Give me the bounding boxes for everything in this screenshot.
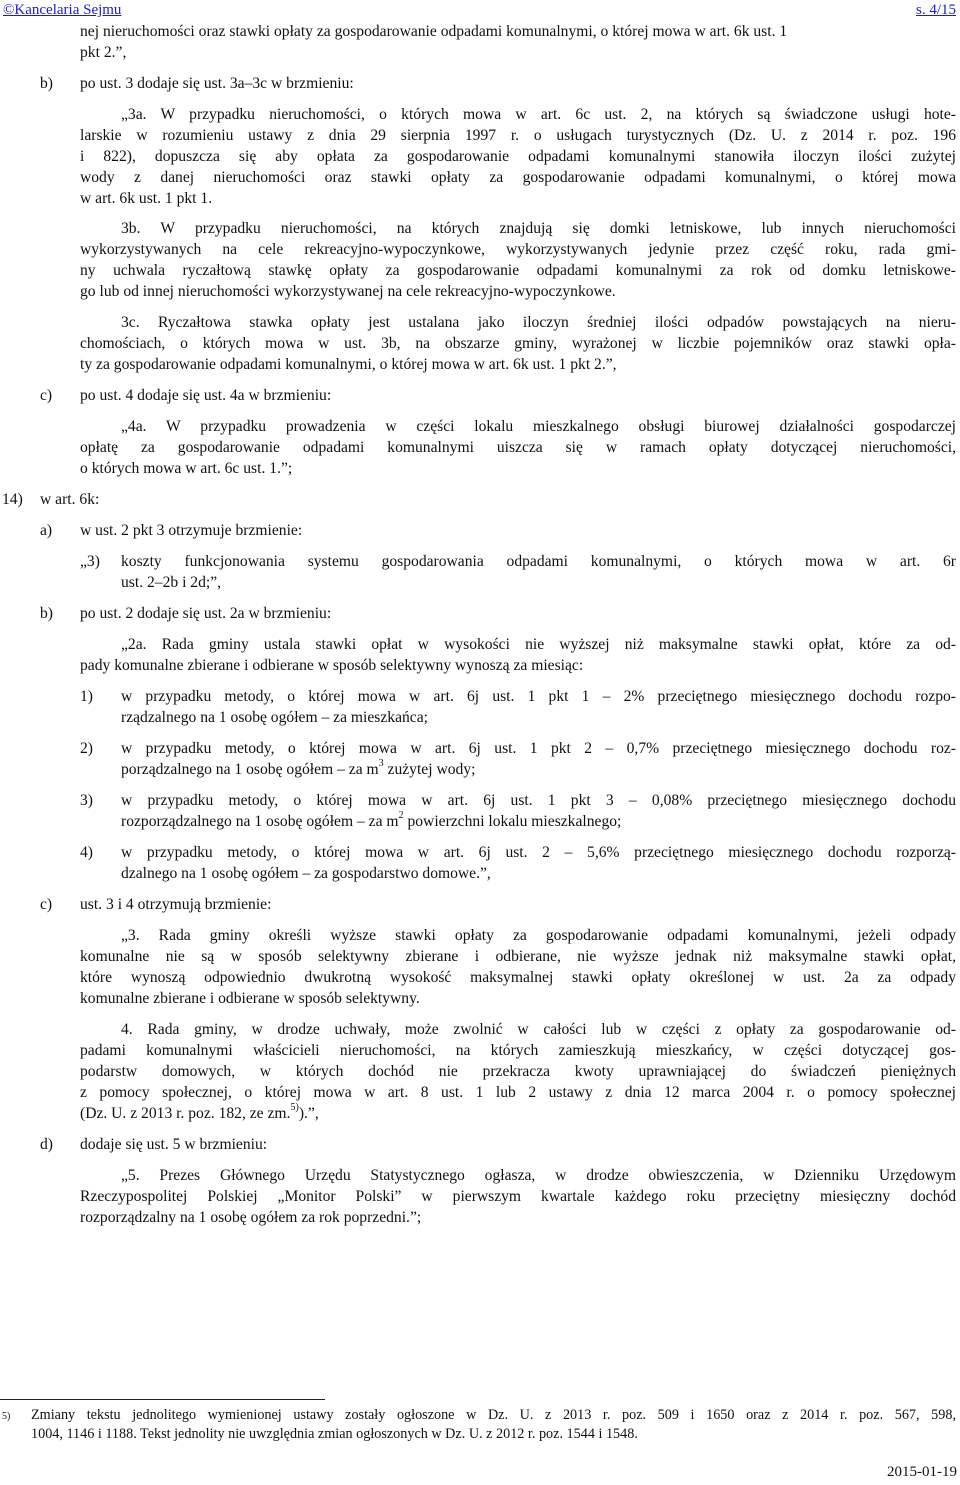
text-line: komunalne zbierane i odbierane w sposób selektywny. xyxy=(80,990,420,1007)
text-line: dzalnego na 1 osobę ogółem – za gospodarstwo domowe.”, xyxy=(121,865,491,882)
list-item-text: po ust. 3 dodaje się ust. 3a–3c w brzmieniu: xyxy=(80,75,354,92)
list-label: „3) xyxy=(80,553,100,570)
text-line: wody z danej nieruchomości oraz stawki opłaty za gospodarowanie odpadami komunalnymi, o której mowa xyxy=(80,169,956,186)
text-line: „3a. W przypadku nieruchomości, o których mowa w art. 6c ust. 2, na których są świadczone usługi hote- xyxy=(121,106,956,123)
text-line: Rzeczypospolitej Polskiej „Monitor Polski” w pierwszym kwartale każdego roku przeciętny miesięczny dochód xyxy=(80,1188,956,1205)
text-line: podarstw domowych, w których dochód nie przekracza kwoty uprawniającej do świadczeń pieniężnych xyxy=(80,1063,956,1080)
text-fragment: (Dz. U. z 2013 r. poz. 182, ze zm. xyxy=(80,1105,291,1122)
footnote-separator xyxy=(0,1399,325,1400)
text-line: i 822), dopuszcza się aby opłata za gospodarowanie odpadami komunalnymi stanowiła iloczyn ilości zużytej xyxy=(80,148,956,165)
list-item-text: w art. 6k: xyxy=(40,491,100,508)
list-item-text: po ust. 2 dodaje się ust. 2a w brzmieniu: xyxy=(80,605,332,622)
text-line: w przypadku metody, o której mowa w art. 6j ust. 1 pkt 3 – 0,08% przeciętnego miesięcznego dochodu xyxy=(121,792,956,809)
text-line: chomościach, o których mowa w ust. 3b, na obszarze gminy, wyrażonej w liczbie pojemników oraz stawki opła- xyxy=(80,335,956,352)
text-line: o których mowa w art. 6c ust. 1.”; xyxy=(80,460,293,477)
superscript: 3 xyxy=(378,757,384,769)
text-line: koszty funkcjonowania systemu gospodarowania odpadami komunalnymi, o których mowa w art. 6r xyxy=(121,553,956,570)
text-fragment: ).”, xyxy=(298,1105,319,1122)
list-item-text: ust. 3 i 4 otrzymują brzmienie: xyxy=(80,896,272,913)
text-line: w przypadku metody, o której mowa w art. 6j ust. 1 pkt 1 – 2% przeciętnego miesięcznego dochodu rozpo- xyxy=(121,688,956,705)
text-line: 3b. W przypadku nieruchomości, na których znajdują się domki letniskowe, lub innych nieruchomości xyxy=(121,220,956,237)
list-item-text: dodaje się ust. 5 w brzmieniu: xyxy=(80,1136,268,1153)
superscript: 2 xyxy=(398,809,404,821)
list-item-text: po ust. 4 dodaje się ust. 4a w brzmieniu: xyxy=(80,387,332,404)
text-line: nej nieruchomości oraz stawki opłaty za gospodarowanie odpadami komunalnymi, o której mowa w art. 6k ust. 1 xyxy=(80,23,788,40)
list-label: 3) xyxy=(80,792,93,809)
text-line: go lub od innej nieruchomości wykorzystywanej na cele rekreacyjno-wypoczynkowe. xyxy=(80,283,616,300)
list-label: b) xyxy=(40,605,53,622)
text-line: rządzalnego na 1 osobę ogółem – za mieszkańca; xyxy=(121,709,428,726)
text-line: 3c. Ryczałtowa stawka opłaty jest ustalana jako iloczyn średniej ilości odpadów powstających na nieru- xyxy=(121,314,956,331)
text-line: „3. Rada gminy określi wyższe stawki opłaty za gospodarowanie odpadami komunalnymi, jeżeli odpady xyxy=(121,927,956,944)
list-label: c) xyxy=(40,896,53,913)
list-item-text: w ust. 2 pkt 3 otrzymuje brzmienie: xyxy=(80,522,303,539)
text-line xyxy=(80,1103,960,1124)
text-line: ny uchwala ryczałtową stawkę opłaty za gospodarowanie odpadami komunalnymi za rok od domku letniskowe- xyxy=(80,262,956,279)
list-label: 4) xyxy=(80,844,93,861)
text-fragment: rozporządzalnego na 1 osobę ogółem – za m xyxy=(121,813,399,830)
footer-date: 2015-01-19 xyxy=(887,1464,957,1480)
list-label: b) xyxy=(40,75,53,92)
text-fragment: zużytej wody; xyxy=(383,761,476,778)
text-line xyxy=(121,811,960,832)
text-line: 4. Rada gminy, w drodze uchwały, może zwolnić w całości lub w części z opłaty za gospodarowanie od- xyxy=(121,1021,956,1038)
footnote-line: 1004, 1146 i 1188. Tekst jednolity nie uwzględnia zmian ogłoszonych w Dz. U. z 2012 r. poz. 1544 i 1548. xyxy=(31,1426,638,1442)
text-line: w przypadku metody, o której mowa w art. 6j ust. 1 pkt 2 – 0,7% przeciętnego miesięcznego dochodu roz- xyxy=(121,740,956,757)
text-fragment: porządzalnego na 1 osobę ogółem – za m xyxy=(121,761,379,778)
text-line: w przypadku metody, o której mowa w art. 6j ust. 2 – 5,6% przeciętnego miesięcznego dochodu rozporzą- xyxy=(121,844,956,861)
text-line: pady komunalne zbierane i odbierane w sposób selektywny wynoszą za miesiąc: xyxy=(80,657,584,674)
list-label: 14) xyxy=(2,491,23,508)
text-line: larskie w rozumieniu ustawy z dnia 29 sierpnia 1997 r. o usługach turystycznych (Dz. U. z 2014 r. poz. 196 xyxy=(80,127,956,144)
text-line: ust. 2–2b i 2d;”, xyxy=(121,574,222,591)
list-label: d) xyxy=(40,1136,53,1153)
text-line: rozporządzalny na 1 osobę ogółem za rok poprzedni.”; xyxy=(80,1209,422,1226)
text-line: „5. Prezes Głównego Urzędu Statystycznego ogłasza, w drodze obwieszczenia, w Dzienniku Urzędowym xyxy=(121,1167,956,1184)
page-number-link[interactable]: s. 4/15 xyxy=(915,2,956,18)
text-line: z pomocy społecznej, o której mowa w art. 8 ust. 1 lub 2 ustawy z dnia 12 marca 2004 r. o pomocy społecznej xyxy=(80,1084,956,1101)
footnote-ref[interactable]: 5) xyxy=(290,1101,299,1113)
list-label: 1) xyxy=(80,688,93,705)
text-line: wykorzystywanych na cele rekreacyjno-wypoczynkowe, wykorzystywanych jedynie przez część roku, rada gmi- xyxy=(80,241,956,258)
text-line: które wynoszą odpowiednio dwukrotną wysokość maksymalnej stawki opłaty określonej w ust. 2a za odpady xyxy=(80,969,956,986)
text-line: ty za gospodarowanie odpadami komunalnymi, o której mowa w art. 6k ust. 1 pkt 2.”, xyxy=(80,356,617,373)
text-line: w art. 6k ust. 1 pkt 1. xyxy=(80,190,213,207)
list-label: a) xyxy=(40,522,53,539)
text-fragment: powierzchni lokalu mieszkalnego; xyxy=(403,813,622,830)
text-line: pkt 2.”, xyxy=(80,44,127,61)
list-label: 2) xyxy=(80,740,93,757)
footnote-line: Zmiany tekstu jednolitego wymienionej ustawy zostały ogłoszone w Dz. U. z 2013 r. poz. 509 i 1650 oraz z 2014 r. poz. 567, 598, xyxy=(31,1407,956,1423)
text-line xyxy=(121,759,960,780)
text-line: komunalne nie są w sposób selektywny zbierane i odbierane, nie wyższe jednak niż maksymalne stawki opłat, xyxy=(80,948,956,965)
text-line: „4a. W przypadku prowadzenia w części lokalu mieszkalnego obsługi biurowej działalności gospodarczej xyxy=(121,418,956,435)
text-line: opłatę za gospodarowanie odpadami komunalnymi uiszcza się w ramach opłaty dotyczącej nieruchomości, xyxy=(80,439,956,456)
list-label: c) xyxy=(40,387,53,404)
footnote-mark: 5) xyxy=(2,1411,11,1422)
text-line: „2a. Rada gminy ustala stawki opłat w wysokości nie wyższej niż maksymalne stawki opłat, które za od- xyxy=(121,636,956,653)
page-header xyxy=(0,0,960,20)
text-line: padami komunalnymi właścicieli nieruchomości, na których zamieszkują mieszkańcy, w części dotyczącej gos- xyxy=(80,1042,956,1059)
copyright-link[interactable]: ©Kancelaria Sejmu xyxy=(3,2,122,18)
